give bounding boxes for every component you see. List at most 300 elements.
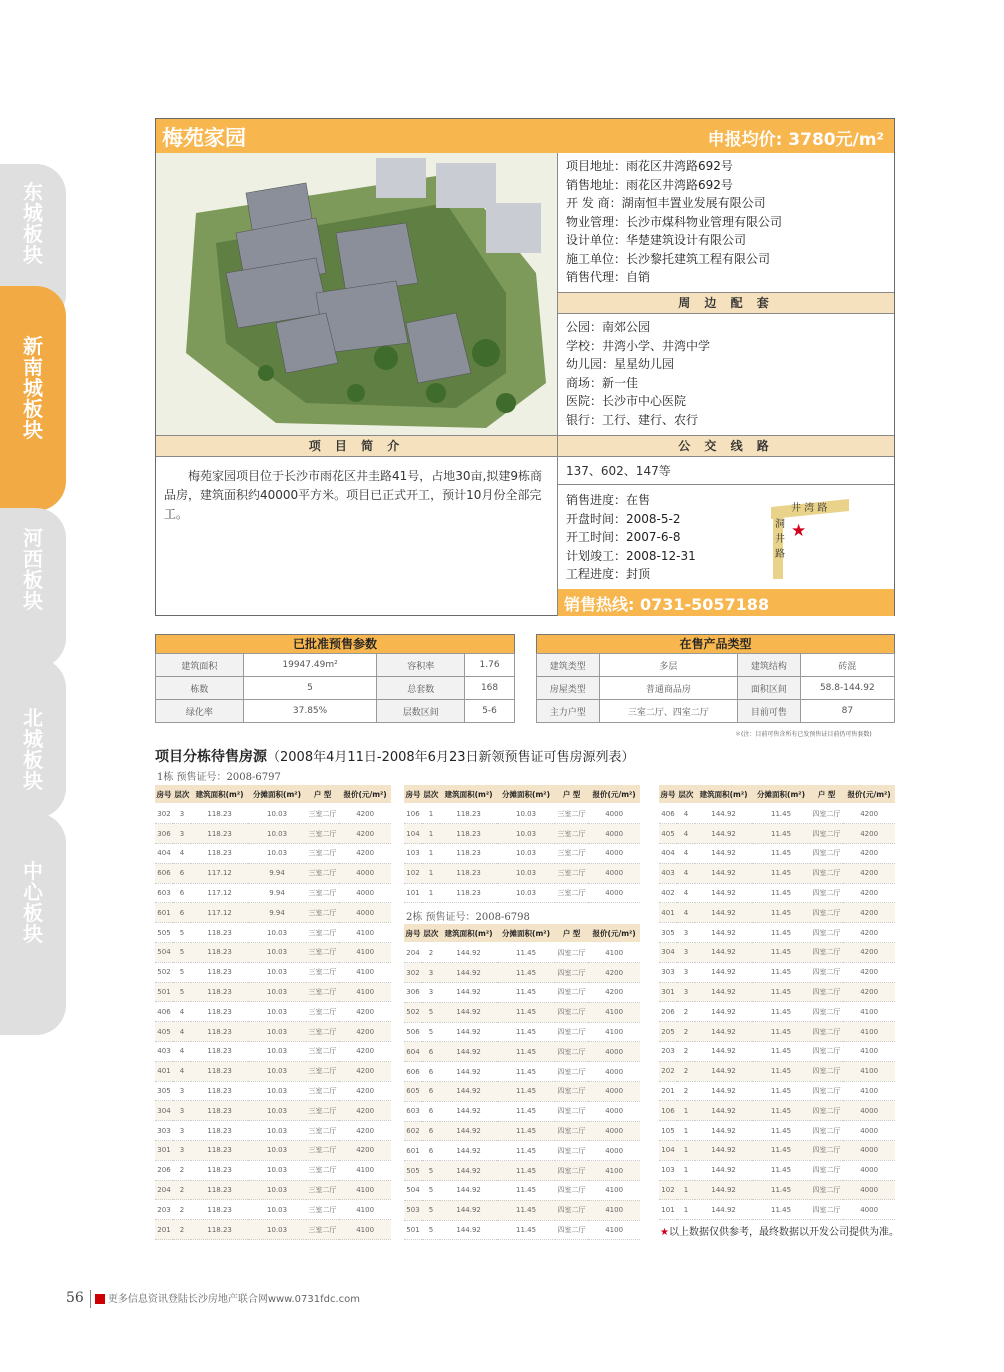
info-builder: 施工单位：长沙黎托建筑工程有限公司 <box>566 251 771 266</box>
column-header: 户 型 <box>555 924 589 943</box>
param-row <box>156 654 515 677</box>
table-cell: 406 <box>659 804 677 824</box>
table-row <box>659 804 895 824</box>
progress-sales: 销售进度：在售 <box>566 493 651 507</box>
column-header: 房号 <box>404 924 422 943</box>
bus-heading: 公 交 线 路 <box>557 435 894 457</box>
table-row <box>155 943 391 963</box>
table-cell: 四室二厅 <box>810 923 844 943</box>
table-row <box>659 1121 895 1141</box>
table-row <box>659 1081 895 1101</box>
table-cell: 144.92 <box>695 844 752 864</box>
param-value: 1.76 <box>465 654 515 677</box>
column-header: 报价(元/m²) <box>588 924 640 943</box>
table-row <box>404 844 640 864</box>
table-cell: 三室二厅 <box>306 1141 340 1161</box>
table-cell: 201 <box>659 1081 677 1101</box>
table-cell: 2 <box>677 1081 695 1101</box>
table-cell: 11.45 <box>752 804 809 824</box>
table-cell: 11.45 <box>752 1081 809 1101</box>
project-rendering <box>156 153 557 435</box>
map-road-dongjing: 洞 井 路 <box>775 519 785 560</box>
table-cell: 205 <box>659 1022 677 1042</box>
tab-xinnancheng[interactable]: 新南城板块 <box>0 286 66 511</box>
table-cell: 四室二厅 <box>810 1141 844 1161</box>
table-cell: 604 <box>404 1042 422 1062</box>
param-value: 58.8-144.92 <box>800 677 894 700</box>
disclaimer <box>660 1223 899 1238</box>
table-cell: 144.92 <box>695 804 752 824</box>
project-price: 申报均价: 3780元/m² <box>707 130 884 150</box>
table-cell: 四室二厅 <box>810 1061 844 1081</box>
table-cell: 144.92 <box>695 883 752 903</box>
table-cell: 403 <box>155 1042 173 1062</box>
table-cell: 4 <box>677 883 695 903</box>
table-row <box>404 1200 640 1220</box>
column-header: 户 型 <box>555 785 589 804</box>
table-cell: 三室二厅 <box>306 1200 340 1220</box>
info-developer: 开 发 商：湖南恒丰置业发展有限公司 <box>566 196 766 210</box>
table-cell: 四室二厅 <box>555 1141 589 1161</box>
column-header: 房号 <box>404 785 422 804</box>
table-row <box>404 963 640 983</box>
column-header: 报价(元/m²) <box>843 785 895 804</box>
table-cell: 4 <box>677 804 695 824</box>
table-cell: 11.45 <box>752 1141 809 1161</box>
table-cell: 4100 <box>339 962 391 982</box>
table-cell: 4 <box>677 824 695 844</box>
table-cell: 144.92 <box>440 1181 497 1201</box>
table-row <box>659 844 895 864</box>
param-label: 建筑面积 <box>156 654 244 677</box>
table-cell: 302 <box>404 963 422 983</box>
table-cell: 144.92 <box>695 1180 752 1200</box>
table-row <box>404 1220 640 1240</box>
table-cell: 5 <box>422 1002 440 1022</box>
table-row <box>155 824 391 844</box>
table-cell: 4200 <box>843 824 895 844</box>
table-cell: 118.23 <box>191 844 248 864</box>
table-cell: 144.92 <box>440 1101 497 1121</box>
column-header: 分摊面积(m²) <box>497 785 554 804</box>
table-cell: 306 <box>155 824 173 844</box>
param-value: 37.85% <box>243 700 377 723</box>
tab-hexi[interactable]: 河西板块 <box>0 508 66 668</box>
table-cell: 11.45 <box>752 1101 809 1121</box>
table-cell: 117.12 <box>191 903 248 923</box>
table-cell: 118.23 <box>191 1180 248 1200</box>
table-cell: 三室二厅 <box>306 1160 340 1180</box>
table-cell: 305 <box>659 923 677 943</box>
table-cell: 4 <box>677 863 695 883</box>
tab-dongcheng[interactable]: 东城板块 <box>0 164 66 324</box>
table-row <box>404 804 640 824</box>
table-cell: 三室二厅 <box>306 844 340 864</box>
table-row <box>659 1022 895 1042</box>
table-cell: 601 <box>155 903 173 923</box>
table-row <box>155 863 391 883</box>
table-cell: 2 <box>677 1022 695 1042</box>
table-cell: 四室二厅 <box>555 1220 589 1240</box>
table-cell: 118.23 <box>191 1200 248 1220</box>
table-cell: 4 <box>677 903 695 923</box>
table-row <box>404 1042 640 1062</box>
table-cell: 11.45 <box>497 1022 554 1042</box>
nearby-park: 公园：南郊公园 <box>566 320 651 334</box>
progress-start: 开工时间：2007-6-8 <box>566 530 681 544</box>
table-cell: 11.45 <box>752 1022 809 1042</box>
table-cell: 6 <box>422 1082 440 1102</box>
param-label: 面积区间 <box>738 677 801 700</box>
table-cell: 四室二厅 <box>555 1181 589 1201</box>
disclaimer-text: 以上数据仅供参考，最终数据以开发公司提供为准。 <box>668 1227 899 1238</box>
page-number: 56 <box>66 1290 84 1306</box>
param-label: 建筑类型 <box>537 654 600 677</box>
table-cell: 402 <box>659 883 677 903</box>
project-name: 梅苑家园 <box>162 126 246 150</box>
table-row <box>155 1180 391 1200</box>
table-cell: 3 <box>173 1101 191 1121</box>
table-cell: 118.23 <box>191 943 248 963</box>
table-cell: 3 <box>173 1121 191 1141</box>
table-header-row <box>155 785 391 804</box>
param-value: 19947.49m² <box>243 654 377 677</box>
table-cell: 10.03 <box>248 1101 305 1121</box>
table-cell: 103 <box>404 844 422 864</box>
disclaimer-star-icon: ★ <box>660 1227 669 1238</box>
table-cell: 4200 <box>843 863 895 883</box>
table-cell: 118.23 <box>191 1220 248 1240</box>
product-types-title: 在售产品类型 <box>536 634 895 653</box>
table-row <box>155 1002 391 1022</box>
table-cell: 四室二厅 <box>555 1062 589 1082</box>
table-cell: 206 <box>155 1160 173 1180</box>
table-cell: 四室二厅 <box>810 844 844 864</box>
param-row <box>537 700 895 723</box>
table-cell: 4200 <box>339 824 391 844</box>
table-cell: 105 <box>659 1121 677 1141</box>
table-cell: 5 <box>422 1022 440 1042</box>
table-cell: 四室二厅 <box>810 982 844 1002</box>
table-row <box>155 1200 391 1220</box>
building2-label: 2栋 预售证号：2008-6798 <box>406 912 530 923</box>
table-cell: 4 <box>677 844 695 864</box>
table-cell: 四室二厅 <box>555 1101 589 1121</box>
table-cell: 406 <box>155 1002 173 1022</box>
table-cell: 3 <box>677 962 695 982</box>
table-cell: 三室二厅 <box>555 804 589 824</box>
table-cell: 303 <box>155 1121 173 1141</box>
table-row <box>404 883 640 903</box>
table-cell: 603 <box>155 883 173 903</box>
column-header: 建筑面积(m²) <box>440 785 497 804</box>
table-cell: 4100 <box>588 1002 640 1022</box>
table-cell: 102 <box>404 863 422 883</box>
table-cell: 4100 <box>339 1160 391 1180</box>
column-header: 建筑面积(m²) <box>440 924 497 943</box>
table-cell: 144.92 <box>695 962 752 982</box>
table-cell: 4000 <box>588 824 640 844</box>
table-cell: 4000 <box>588 1082 640 1102</box>
table-cell: 11.45 <box>497 1141 554 1161</box>
table-cell: 118.23 <box>191 824 248 844</box>
table-cell: 405 <box>155 1022 173 1042</box>
table-cell: 4 <box>173 1002 191 1022</box>
table-cell: 11.45 <box>497 1200 554 1220</box>
table-cell: 10.03 <box>248 1061 305 1081</box>
table-cell: 304 <box>659 943 677 963</box>
project-titlebar <box>156 119 894 153</box>
table-header-row <box>404 785 640 804</box>
table-cell: 6 <box>173 863 191 883</box>
table-cell: 三室二厅 <box>306 1101 340 1121</box>
table-cell: 603 <box>404 1101 422 1121</box>
progress-finish: 计划竣工：2008-12-31 <box>566 548 696 563</box>
table-cell: 11.45 <box>752 923 809 943</box>
table-cell: 4000 <box>588 1101 640 1121</box>
table-cell: 204 <box>404 943 422 963</box>
table-cell: 三室二厅 <box>306 824 340 844</box>
listing-title <box>155 746 635 766</box>
table-cell: 4000 <box>339 903 391 923</box>
column-header: 户 型 <box>306 785 340 804</box>
table-cell: 502 <box>404 1002 422 1022</box>
table-cell: 3 <box>677 982 695 1002</box>
table-cell: 四室二厅 <box>555 943 589 963</box>
table-cell: 4000 <box>588 844 640 864</box>
table-cell: 4100 <box>843 1081 895 1101</box>
table-cell: 11.45 <box>752 1180 809 1200</box>
param-label: 目前可售 <box>738 700 801 723</box>
table-row <box>404 1141 640 1161</box>
table-cell: 1 <box>677 1101 695 1121</box>
table-row <box>404 1181 640 1201</box>
table-cell: 6 <box>173 883 191 903</box>
table-cell: 10.03 <box>248 943 305 963</box>
table-cell: 4200 <box>339 1022 391 1042</box>
table-cell: 三室二厅 <box>306 1081 340 1101</box>
param-value: 多层 <box>599 654 738 677</box>
param-row <box>537 677 895 700</box>
info-sales-address: 销售地址：雨花区井湾路692号 <box>566 177 733 192</box>
table-row <box>659 1002 895 1022</box>
table-cell: 11.45 <box>752 1042 809 1062</box>
table-cell: 4000 <box>843 1101 895 1121</box>
table-row <box>404 943 640 963</box>
table-cell: 10.03 <box>248 1180 305 1200</box>
table-row <box>404 1121 640 1141</box>
table-cell: 四室二厅 <box>810 1121 844 1141</box>
table-cell: 404 <box>659 844 677 864</box>
table-cell: 4200 <box>339 1042 391 1062</box>
table-cell: 1 <box>677 1141 695 1161</box>
table-cell: 三室二厅 <box>306 1121 340 1141</box>
table-cell: 11.45 <box>752 1061 809 1081</box>
table-cell: 4200 <box>339 1121 391 1141</box>
table-cell: 401 <box>659 903 677 923</box>
table-cell: 1 <box>677 1160 695 1180</box>
b2-rows <box>404 943 640 1240</box>
table-cell: 606 <box>404 1062 422 1082</box>
table-cell: 5 <box>422 1181 440 1201</box>
nearby-hospital: 医院：长沙市中心医院 <box>566 394 687 408</box>
table-cell: 1 <box>677 1180 695 1200</box>
table-cell: 11.45 <box>752 982 809 1002</box>
listing-title-main: 项目分栋待售房源 <box>155 749 267 765</box>
site-logo-icon <box>95 1294 105 1304</box>
table-cell: 5 <box>173 943 191 963</box>
tab-zhongxin[interactable]: 中心板块 <box>0 813 66 1035</box>
table-cell: 144.92 <box>695 943 752 963</box>
table-row <box>155 1081 391 1101</box>
table-cell: 4200 <box>843 903 895 923</box>
table-cell: 144.92 <box>695 1200 752 1220</box>
table-cell: 四室二厅 <box>810 883 844 903</box>
column-header: 层次 <box>677 785 695 804</box>
table-cell: 4100 <box>588 1022 640 1042</box>
table-cell: 118.23 <box>191 1160 248 1180</box>
table-cell: 四室二厅 <box>810 1022 844 1042</box>
table-cell: 2 <box>677 1061 695 1081</box>
table-cell: 405 <box>659 824 677 844</box>
table-cell: 118.23 <box>191 962 248 982</box>
table-cell: 4200 <box>339 1141 391 1161</box>
map-star-icon: ★ <box>791 521 807 541</box>
table-cell: 9.94 <box>248 903 305 923</box>
intro-text: 梅苑家园项目位于长沙市雨花区井圭路41号，占地30亩,拟建9栋商品房，建筑面积约40000平方米。项目已正式开工，预计10月份全部完工。 <box>164 469 542 521</box>
table-row <box>659 883 895 903</box>
table-row <box>155 1121 391 1141</box>
table-row <box>659 863 895 883</box>
table-cell: 201 <box>155 1220 173 1240</box>
table-cell: 11.45 <box>497 1181 554 1201</box>
table-cell: 144.92 <box>440 1062 497 1082</box>
table-cell: 118.23 <box>440 804 497 824</box>
table-cell: 4100 <box>843 1002 895 1022</box>
param-value: 87 <box>800 700 894 723</box>
table-cell: 11.45 <box>752 1002 809 1022</box>
table-cell: 4000 <box>588 883 640 903</box>
table-cell: 11.45 <box>497 1220 554 1240</box>
table-cell: 6 <box>422 1062 440 1082</box>
table-row <box>155 844 391 864</box>
table-cell: 10.03 <box>248 1141 305 1161</box>
table-cell: 四室二厅 <box>810 863 844 883</box>
table-cell: 118.23 <box>191 1121 248 1141</box>
param-row <box>537 654 895 677</box>
table-cell: 401 <box>155 1061 173 1081</box>
table-cell: 4200 <box>339 804 391 824</box>
param-value: 5 <box>243 677 377 700</box>
table-cell: 10.03 <box>248 1200 305 1220</box>
tab-beicheng[interactable]: 北城板块 <box>0 658 66 818</box>
table-row <box>659 1042 895 1062</box>
table-cell: 6 <box>422 1042 440 1062</box>
table-cell: 4200 <box>588 983 640 1003</box>
table-row <box>155 1061 391 1081</box>
table-row <box>404 1062 640 1082</box>
param-label: 栋数 <box>156 677 244 700</box>
param-label: 主力户型 <box>537 700 600 723</box>
table-cell: 601 <box>404 1141 422 1161</box>
project-card <box>155 118 895 616</box>
table-row <box>155 962 391 982</box>
table-row <box>155 804 391 824</box>
presale-params-title: 已批准预售参数 <box>155 634 515 653</box>
table-cell: 4200 <box>843 982 895 1002</box>
table-cell: 2 <box>173 1180 191 1200</box>
table-cell: 4000 <box>843 1180 895 1200</box>
column-header: 分摊面积(m²) <box>497 924 554 943</box>
sales-hotline: 销售热线: 0731-5057188 <box>557 589 894 616</box>
table-cell: 1 <box>677 1121 695 1141</box>
table-cell: 三室二厅 <box>306 1022 340 1042</box>
table-cell: 10.03 <box>248 923 305 943</box>
table-cell: 505 <box>155 923 173 943</box>
table-cell: 三室二厅 <box>306 1220 340 1240</box>
table-cell: 502 <box>155 962 173 982</box>
table-row <box>404 824 640 844</box>
table-cell: 三室二厅 <box>306 883 340 903</box>
table-cell: 四室二厅 <box>810 962 844 982</box>
table-cell: 11.45 <box>752 824 809 844</box>
table-row <box>659 1061 895 1081</box>
column-header: 报价(元/m²) <box>339 785 391 804</box>
table-cell: 118.23 <box>191 1022 248 1042</box>
table-cell: 11.45 <box>497 983 554 1003</box>
table-cell: 10.03 <box>248 982 305 1002</box>
table-cell: 144.92 <box>695 1022 752 1042</box>
table-cell: 3 <box>422 983 440 1003</box>
table-cell: 4200 <box>588 963 640 983</box>
table-row <box>404 863 640 883</box>
table-cell: 4000 <box>588 1042 640 1062</box>
table-cell: 5 <box>422 1161 440 1181</box>
table-cell: 118.23 <box>191 1101 248 1121</box>
progress-open: 开盘时间：2008-5-2 <box>566 511 681 526</box>
table-row <box>659 1180 895 1200</box>
table-cell: 102 <box>659 1180 677 1200</box>
column-header: 分摊面积(m²) <box>248 785 305 804</box>
building-rendering-image <box>156 153 557 435</box>
table-row <box>155 1220 391 1240</box>
table-cell: 4100 <box>588 1161 640 1181</box>
table-cell: 4 <box>173 1042 191 1062</box>
table-cell: 11.45 <box>497 1161 554 1181</box>
table-cell: 118.23 <box>191 923 248 943</box>
table-cell: 202 <box>659 1061 677 1081</box>
table-cell: 三室二厅 <box>306 903 340 923</box>
table-cell: 10.03 <box>248 1042 305 1062</box>
table-row <box>659 903 895 923</box>
table-cell: 101 <box>404 883 422 903</box>
table-cell: 144.92 <box>440 1220 497 1240</box>
param-label: 层数区间 <box>377 700 465 723</box>
param-row <box>156 700 515 723</box>
table-cell: 4200 <box>843 943 895 963</box>
table-row <box>659 943 895 963</box>
param-label: 绿化率 <box>156 700 244 723</box>
table-cell: 四室二厅 <box>810 1180 844 1200</box>
column-header: 户 型 <box>810 785 844 804</box>
table-row <box>155 1160 391 1180</box>
column-header: 建筑面积(m²) <box>695 785 752 804</box>
table-cell: 11.45 <box>497 1121 554 1141</box>
b1b-rows <box>404 804 640 903</box>
info-designer: 设计单位：华楚建筑设计有限公司 <box>566 233 747 247</box>
table-cell: 144.92 <box>695 1160 752 1180</box>
table-cell: 4000 <box>843 1121 895 1141</box>
